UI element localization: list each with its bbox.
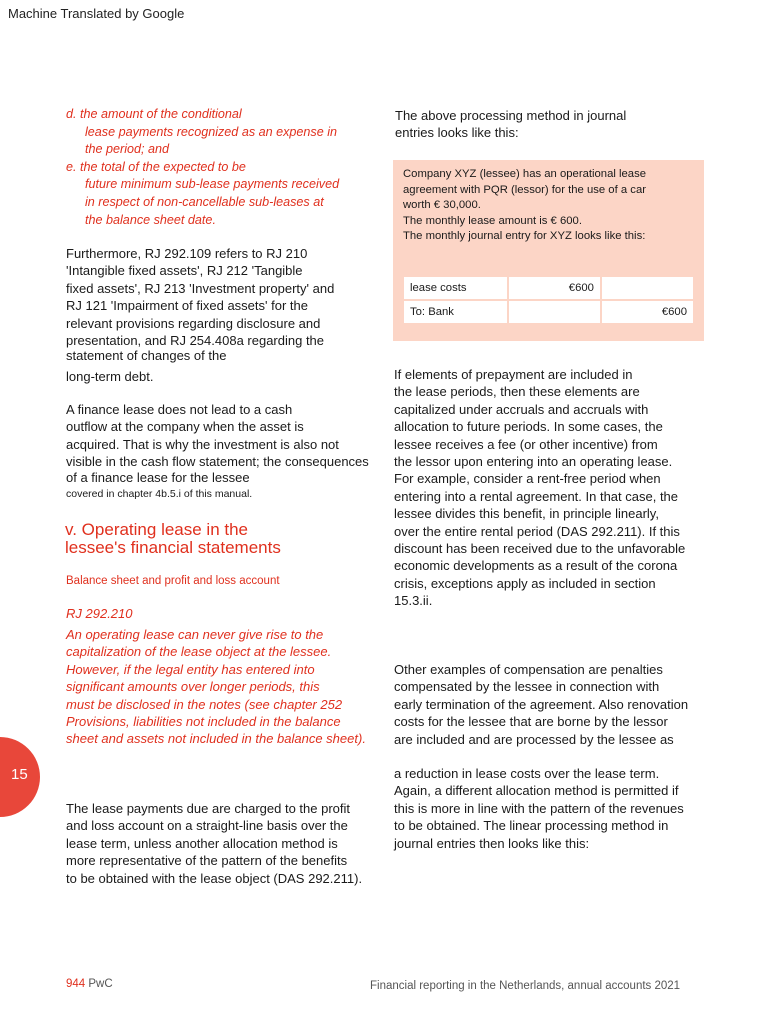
- text-line: acquired. That is why the investment is also not: [66, 436, 339, 452]
- text-line: relevant provisions regarding disclosure and: [66, 315, 321, 331]
- text-line: 'Intangible fixed assets', RJ 212 'Tangible: [66, 263, 303, 279]
- example-line: agreement with PQR (lessor) for the use of a car: [403, 183, 646, 196]
- text-line: early termination of the agreement. Also renovation: [394, 696, 689, 712]
- table-row: [403, 276, 694, 300]
- quote-line: must be disclosed in the notes (see chapter 252: [66, 696, 343, 712]
- list-item: future minimum sub-lease payments received: [85, 177, 340, 192]
- lease-payments-paragraph: [66, 800, 362, 887]
- text-line: more representative of the pattern of the benefits: [66, 853, 348, 869]
- text-line: outflow at the company when the asset is: [66, 419, 304, 435]
- table-cell: lease costs: [403, 276, 508, 300]
- list-item: lease payments recognized as an expense in: [85, 124, 338, 139]
- table-row: [403, 300, 694, 324]
- text-line: lessee divides this benefit, in principle linearly,: [394, 506, 659, 522]
- text-line: Furthermore, RJ 292.109 refers to RJ 210: [66, 246, 308, 261]
- page-number: 15: [11, 766, 28, 783]
- text-line: statement of changes of the: [66, 348, 227, 364]
- text-line: the lease periods, then these elements are: [394, 384, 640, 400]
- text-line: fixed assets', RJ 213 'Investment property' and: [66, 280, 335, 296]
- footer-left: [66, 978, 113, 990]
- text-line: lease term, unless another allocation method is: [66, 835, 338, 851]
- text-line: and loss account on a straight-line basis over the: [66, 818, 348, 834]
- text-line: to be obtained. The linear processing method in: [394, 818, 669, 834]
- list-item: e. the total of the expected to be: [66, 159, 246, 174]
- text-line: For example, consider a rent-free period when: [394, 471, 661, 487]
- example-line: The monthly journal entry for XYZ looks like this:: [403, 230, 646, 243]
- text-line: the lessor upon entering into an operating lease.: [394, 454, 673, 470]
- text-line: this is more in line with the pattern of the revenues: [394, 800, 684, 816]
- rj-reference: RJ 292.210: [66, 606, 133, 621]
- text-line: Again, a different allocation method is permitted if: [394, 783, 679, 799]
- text-line: A finance lease does not lead to a cash: [66, 402, 293, 417]
- text-line: crisis, exceptions apply as included in section: [394, 575, 656, 591]
- text-line: If elements of prepayment are included in: [394, 367, 633, 382]
- table-cell: €600: [601, 300, 694, 324]
- list-item: d. the amount of the conditional: [66, 107, 242, 121]
- text-line: presentation, and RJ 254.408a regarding the: [66, 333, 325, 349]
- footer-title: Financial reporting in the Netherlands, annual accounts 2021: [370, 980, 681, 992]
- quote-line: capitalization of the lease object at the lessee.: [66, 644, 332, 660]
- quote-line: An operating lease can never give rise to the: [66, 627, 324, 642]
- text-line: are included and are processed by the lessee as: [394, 731, 674, 747]
- text-line: journal entries then looks like this:: [394, 835, 590, 851]
- finance-lease-paragraph: [66, 401, 369, 503]
- text-line: visible in the cash flow statement; the consequences: [66, 454, 369, 470]
- text-line: long-term debt.: [66, 369, 154, 385]
- machine-translated-label: Machine Translated by Google: [8, 6, 185, 21]
- example-text: [403, 167, 646, 245]
- text-line: 15.3.ii.: [394, 593, 433, 609]
- conditional-list: [66, 106, 339, 229]
- text-line: compensated by the lessee in connection with: [394, 679, 660, 695]
- prepayment-paragraph: [394, 366, 685, 610]
- list-item: the balance sheet date.: [85, 212, 216, 227]
- heading-line: lessee's financial statements: [65, 538, 281, 557]
- example-box: [393, 160, 704, 341]
- quote-line: Provisions, liabilities not included in the balance: [66, 714, 341, 730]
- compensation-paragraph: [394, 661, 688, 748]
- quote-line: However, if the legal entity has entered into: [66, 661, 315, 677]
- text-line: The lease payments due are charged to the profit: [66, 801, 351, 816]
- footer-brand: PwC: [88, 978, 113, 990]
- journal-entry-table: [402, 275, 695, 325]
- text-line: entering into a rental agreement. In that case, the: [394, 488, 679, 504]
- text-line: capitalized under accruals and accruals with: [394, 401, 649, 417]
- text-line: discount has been received due to the unfavorable: [394, 541, 686, 557]
- list-item: in respect of non-cancellable sub-leases at: [85, 194, 324, 209]
- text-line: covered in chapter 4b.5.i of this manual.: [66, 487, 253, 500]
- text-line: The above processing method in journal: [395, 108, 627, 123]
- quote-line: significant amounts over longer periods, this: [66, 679, 320, 695]
- quote-line: sheet and assets not included in the balance sheet).: [66, 731, 366, 747]
- table-cell: [508, 300, 601, 324]
- text-line: economic developments as a result of the corona: [394, 558, 678, 574]
- text-line: to be obtained with the lease object (DAS 292.211).: [66, 870, 363, 886]
- disclosure-paragraph: [66, 245, 334, 386]
- reduction-paragraph: [394, 765, 684, 852]
- rj-quote: [66, 626, 366, 748]
- text-line: lessee receives a fee (or other incentive) from: [394, 436, 658, 452]
- text-line: costs for the lessee that are borne by the lessor: [394, 714, 668, 730]
- section-heading: [65, 521, 281, 557]
- text-line: RJ 121 'Impairment of fixed assets' for the: [66, 298, 308, 314]
- text-line: Other examples of compensation are penalties: [394, 662, 663, 677]
- table-cell: [601, 276, 694, 300]
- heading-line: v. Operating lease in the: [65, 520, 249, 539]
- footer-page-ref: 944: [66, 978, 86, 990]
- list-item: the period; and: [85, 142, 170, 157]
- text-line: a reduction in lease costs over the lease term.: [394, 766, 660, 781]
- text-line: of a finance lease for the lessee: [66, 469, 250, 485]
- table-cell: To: Bank: [403, 300, 508, 324]
- text-line: entries looks like this:: [395, 125, 519, 141]
- table-cell: €600: [508, 276, 601, 300]
- subheading: Balance sheet and profit and loss account: [66, 575, 280, 587]
- text-line: allocation to future periods. In some cases, the: [394, 419, 663, 435]
- journal-intro: [395, 107, 626, 142]
- example-line: The monthly lease amount is € 600.: [403, 214, 582, 227]
- text-line: over the entire rental period (DAS 292.211). If this: [394, 523, 680, 539]
- example-line: worth € 30,000.: [403, 199, 481, 212]
- example-line: Company XYZ (lessee) has an operational lease: [403, 168, 647, 180]
